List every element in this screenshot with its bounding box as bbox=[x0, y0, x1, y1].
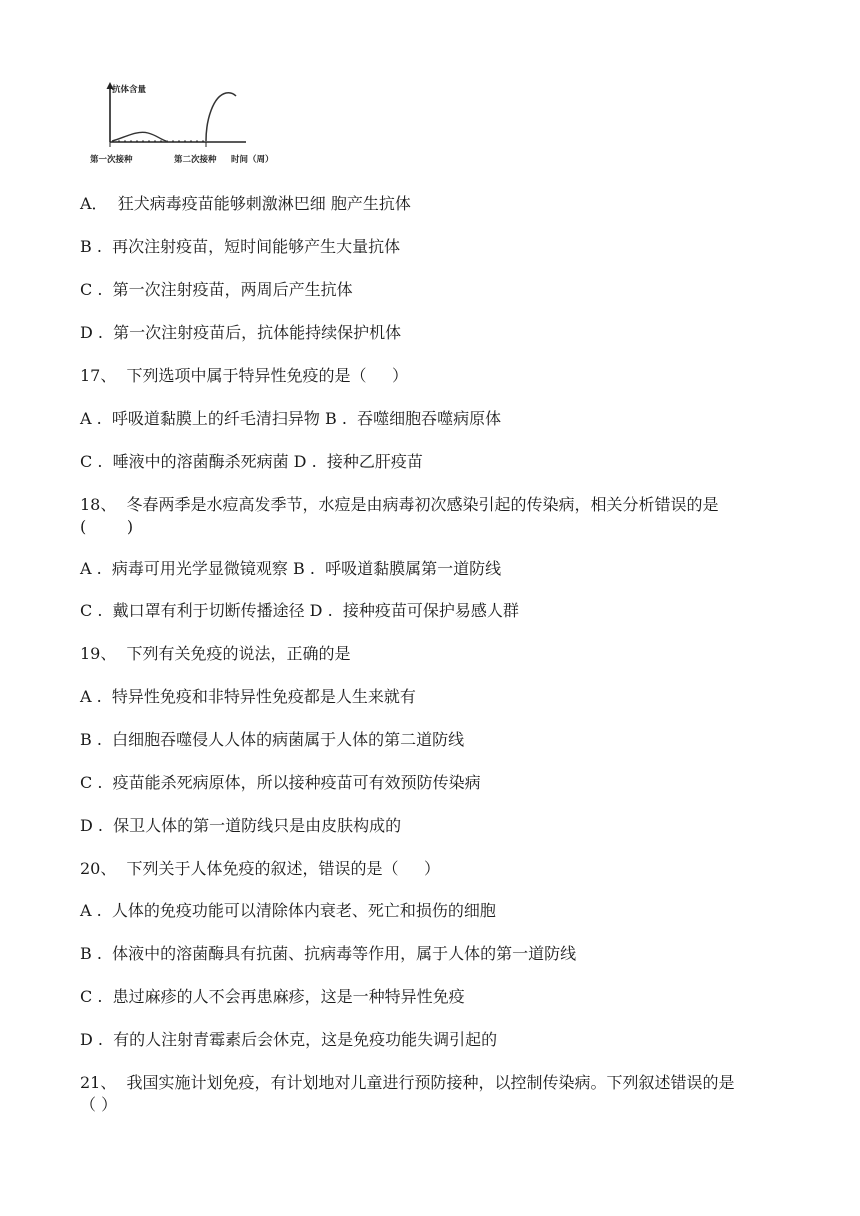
question-21: 21、 我国实施计划免疫，有计划地对儿童进行预防接种，以控制传染病。下列叙述错误的是 bbox=[80, 1073, 735, 1092]
option-d-q19: D . 保卫人体的第一道防线只是由皮肤构成的 bbox=[80, 816, 402, 835]
option-b-q19: B . 白细胞吞噬侵人人体的病菌属于人体的第二道防线 bbox=[80, 730, 465, 749]
question-18: 18、 冬春两季是水痘高发季节，水痘是由病毒初次感染引起的传染病，相关分析错误的是 bbox=[80, 495, 719, 514]
antibody-graph bbox=[88, 80, 298, 175]
option-a-q16: A． 狂犬病毒疫苗能够刺激淋巴细 胞产生抗体 bbox=[80, 194, 411, 213]
option-c-q20: C . 患过麻疹的人不会再患麻疹，这是一种特异性免疫 bbox=[80, 987, 465, 1006]
option-a-q19: A . 特异性免疫和非特异性免疫都是人生来就有 bbox=[80, 687, 416, 706]
option-d-q16: D . 第一次注射疫苗后，抗体能持续保护机体 bbox=[80, 323, 402, 342]
options-cd-q18: C . 戴口罩有利于切断传播途径 D . 接种疫苗可保护易感人群 bbox=[80, 601, 519, 620]
option-b-q20: B . 体液中的溶菌酶具有抗菌、抗病毒等作用，属于人体的第一道防线 bbox=[80, 944, 577, 963]
second-response-curve bbox=[206, 93, 236, 141]
time-axis-label: 时间（周） bbox=[231, 155, 274, 165]
question-19: 19、 下列有关免疫的说法，正确的是 bbox=[80, 644, 351, 663]
option-c-q16: C . 第一次注射疫苗，两周后产生抗体 bbox=[80, 280, 353, 299]
first-response-curve bbox=[112, 132, 166, 141]
option-d-q20: D . 有的人注射青霉素后会休克，这是免疫功能失调引起的 bbox=[80, 1030, 498, 1049]
antibody-graph-figure bbox=[88, 80, 298, 175]
question-17: 17、 下列选项中属于特异性免疫的是（ ） bbox=[80, 366, 408, 385]
option-c-q19: C . 疫苗能杀死病原体，所以接种疫苗可有效预防传染病 bbox=[80, 773, 481, 792]
second-injection-label: 第二次接种 bbox=[174, 155, 217, 165]
option-b-q16: B . 再次注射疫苗，短时间能够产生大量抗体 bbox=[80, 237, 401, 256]
option-a-q20: A . 人体的免疫功能可以清除体内衰老、死亡和损伤的细胞 bbox=[80, 901, 496, 920]
options-ab-q17: A . 呼吸道黏膜上的纤毛清扫异物 B . 吞噬细胞吞噬病原体 bbox=[80, 409, 502, 428]
question-21-paren: （ ） bbox=[80, 1095, 118, 1114]
options-ab-q18: A . 病毒可用光学显微镜观察 B . 呼吸道黏膜属第一道防线 bbox=[80, 559, 502, 578]
first-injection-label: 第一次接种 bbox=[90, 155, 133, 165]
y-axis-label: 抗体含量 bbox=[112, 85, 147, 95]
question-20: 20、 下列关于人体免疫的叙述，错误的是（ ） bbox=[80, 859, 440, 878]
question-18-paren: ( ) bbox=[80, 517, 134, 536]
options-cd-q17: C . 唾液中的溶菌酶杀死病菌 D . 接种乙肝疫苗 bbox=[80, 452, 423, 471]
